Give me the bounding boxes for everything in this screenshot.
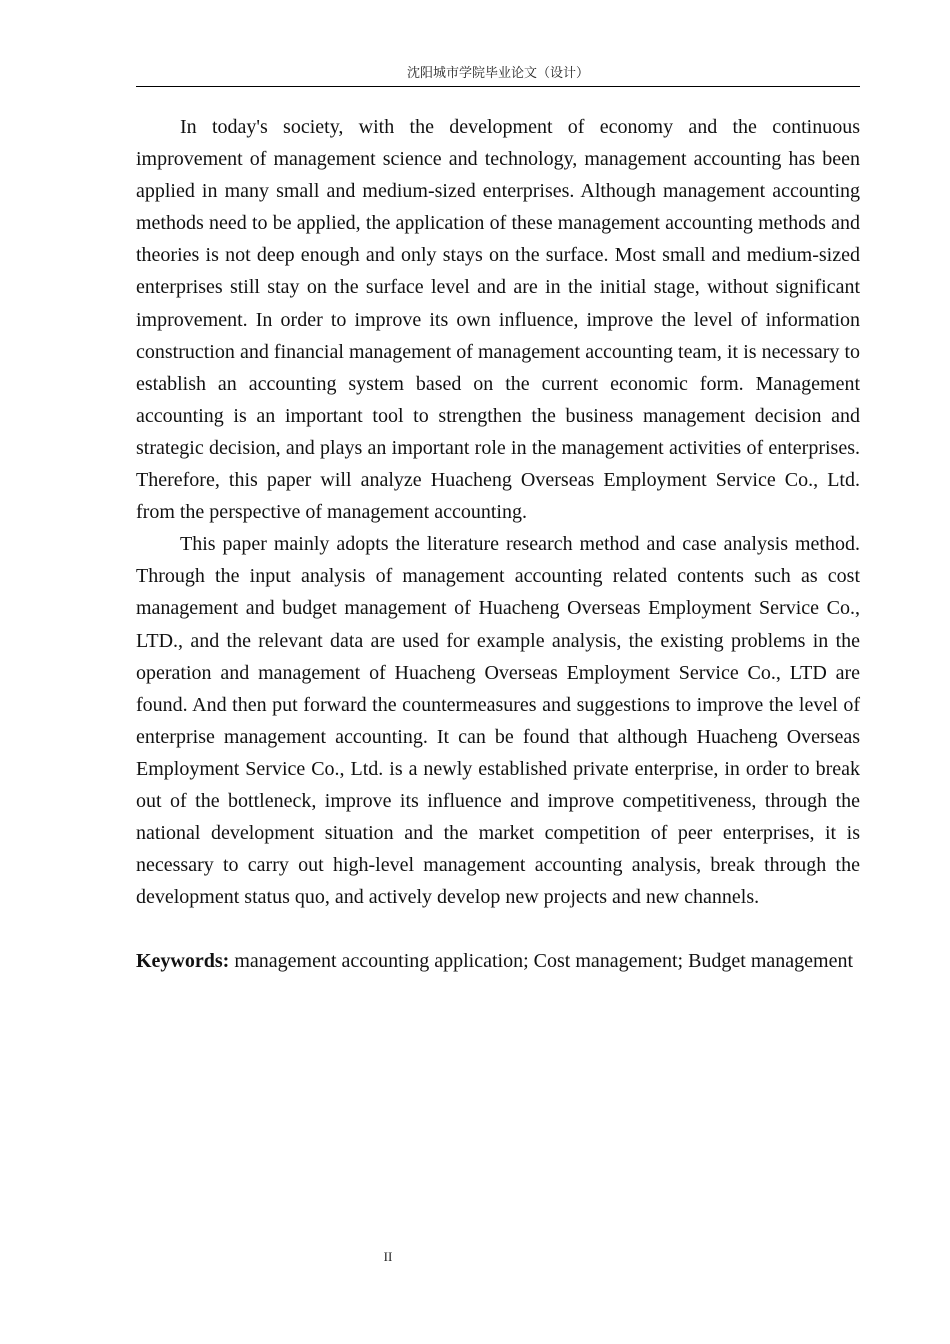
keywords-line: [136, 945, 860, 977]
keywords-text: management accounting application; Cost management; Budget management: [229, 950, 854, 973]
page-number: II: [383, 1249, 393, 1264]
page-header: [136, 62, 860, 87]
abstract-body: [136, 111, 860, 977]
abstract-paragraph-1: In today's society, with the development of economy and the continuous improvement of management science and technology, management accounting has been applied in many small and medium-sized enterprises. Although management accounting methods need to be applied, the application of these management accounting methods and theories is not deep enough and only stays on the surface. Most small and medium-sized enterprises still stay on the surface level and are in the initial stage, without significant improvement. In order to improve its own influence, improve the level of information construction and financial management of management accounting team, it is necessary to establish an accounting system based on the current economic form. Management accounting is an important tool to strengthen the business management decision and strategic decision, and plays an important role in the management activities of enterprises. Therefore, this paper will analyze Huacheng Overseas Employment Service Co., Ltd. from the perspective of management accounting.: [136, 116, 860, 524]
keywords-label: Keywords:: [136, 950, 230, 973]
header-title: 沈阳城市学院毕业论文（设计）: [406, 66, 589, 81]
abstract-paragraph-2: This paper mainly adopts the literature research method and case analysis method. Through the input analysis of management accounting related contents such as cost management and budget management of Huacheng Overseas Employment Service Co., LTD., and the relevant data are used for example analysis, the existing problems in the operation and management of Huacheng Overseas Employment Service Co., LTD are found. And then put forward the countermeasures and suggestions to improve the level of enterprise management accounting. It can be found that although Huacheng Overseas Employment Service Co., Ltd. is a newly established private enterprise, in order to break out of the bottleneck, improve its influence and improve competitiveness, through the national development situation and the market competition of peer enterprises, it is necessary to carry out high-level management accounting analysis, break through the development status quo, and actively develop new projects and new channels.: [136, 533, 860, 909]
